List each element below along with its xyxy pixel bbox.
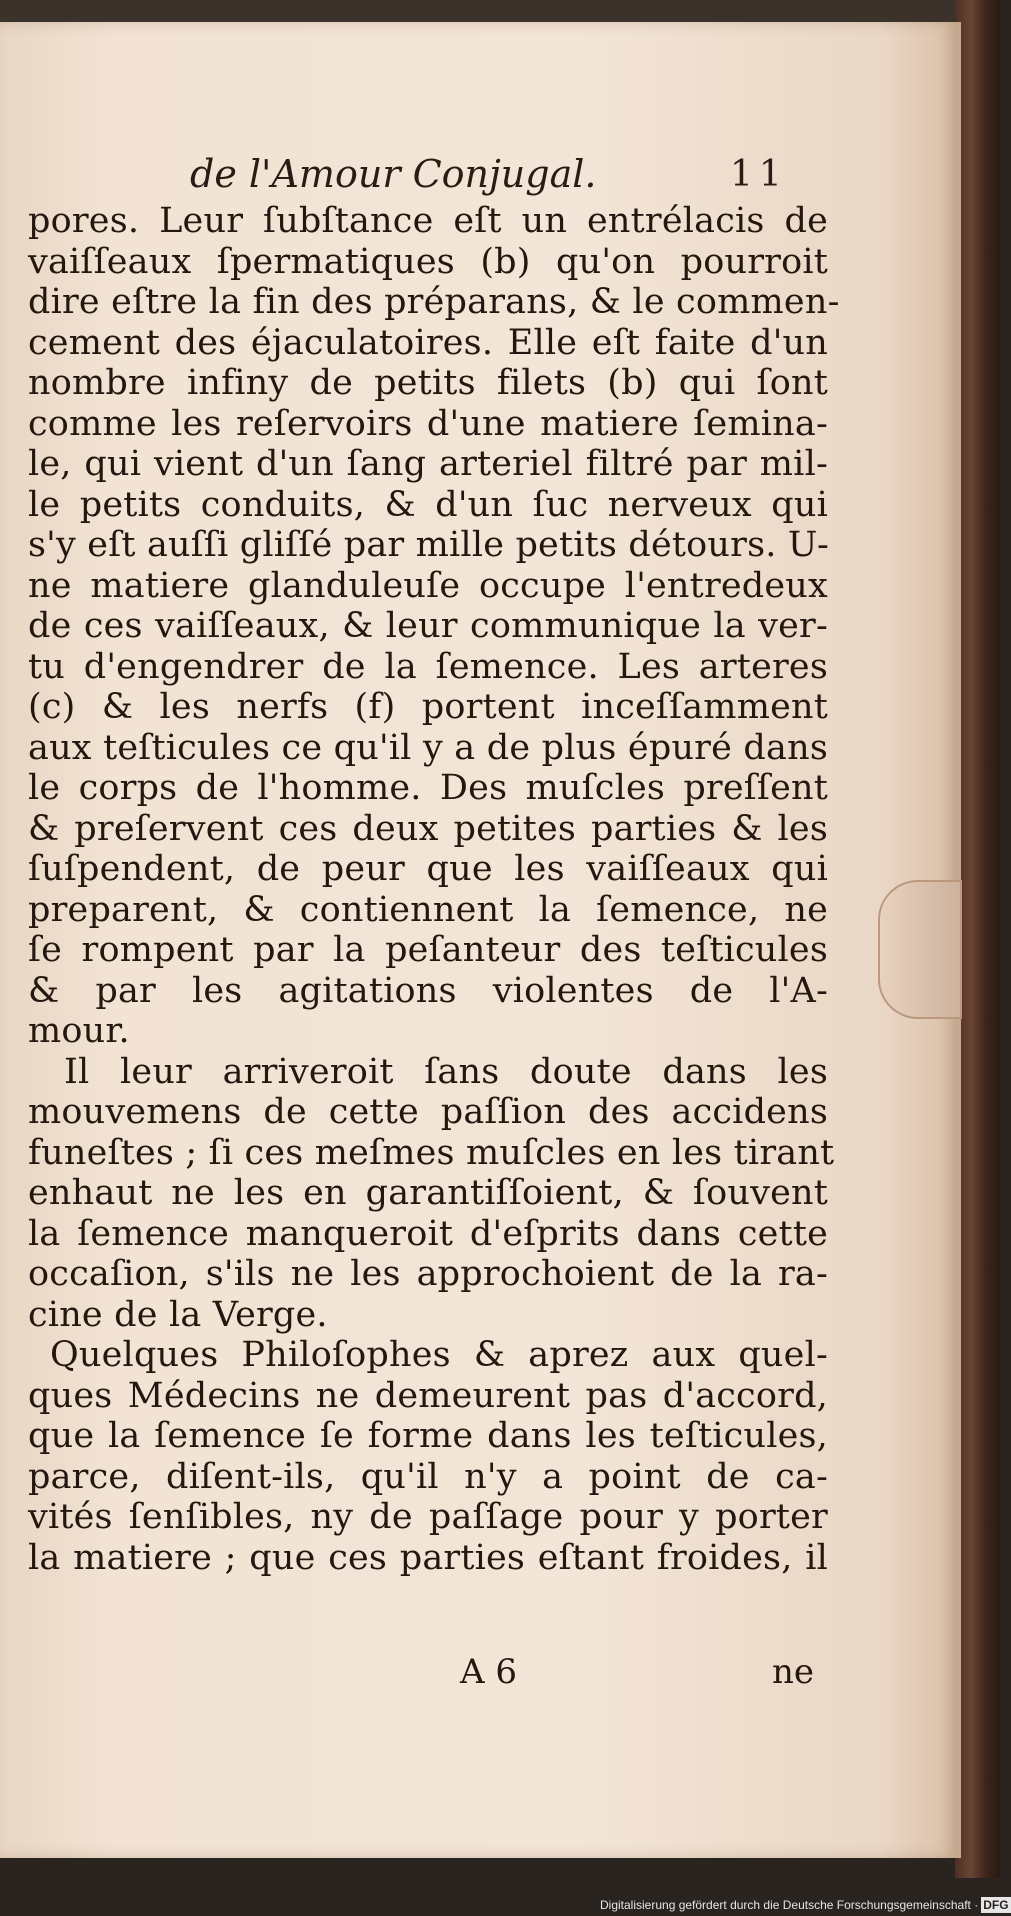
text-line: ſuſpendent, de peur que les vaiſſeaux qui — [28, 849, 828, 889]
page-footer — [460, 1652, 820, 1694]
text-line: ques Médecins ne demeurent pas d'accord, — [28, 1376, 828, 1416]
dfg-logo: DFG — [983, 1898, 1009, 1912]
text-line: ne matiere glanduleuſe occupe l'entredeux — [28, 566, 828, 606]
text-line: pores. Leur ſubſtance eſt un entrélacis de — [28, 201, 828, 241]
signature-mark: A 6 — [460, 1652, 517, 1692]
text-line: cine de la Verge. — [28, 1295, 328, 1335]
page-number: 11 — [730, 154, 788, 195]
text-line: comme les reſervoirs d'une matiere ſemina- — [28, 404, 828, 444]
text-line: le petits conduits, & d'un ſuc nerveux qui — [28, 485, 828, 525]
catchword: ne — [772, 1652, 815, 1692]
credit-text: Digitalisierung gefördert durch die Deutsche Forschungsgemeinschaft · — [600, 1898, 979, 1912]
text-line: s'y eſt auſſi gliſſé par mille petits détours. U- — [28, 525, 830, 565]
text-line: le, qui vient d'un ſang arteriel filtré par mil- — [28, 444, 828, 484]
text-line: que la ſemence ſe forme dans les teſticules, — [28, 1416, 828, 1456]
text-line: aux teſticules ce qu'il y a de plus épuré dans — [28, 728, 828, 768]
text-line: Quelques Philoſophes & aprez aux quel- — [50, 1335, 828, 1375]
text-line: mour. — [28, 1011, 130, 1051]
page-clip — [878, 880, 962, 1019]
text-line: preparent, & contiennent la ſemence, ne — [28, 890, 828, 930]
page-header — [190, 152, 830, 202]
text-line: dire eſtre la fin des préparans, & le commen- — [28, 282, 840, 322]
text-line: (c) & les nerfs (f) portent inceſſamment — [28, 687, 828, 727]
text-line: & par les agitations violentes de l'A- — [28, 971, 828, 1011]
text-line: la ſemence manqueroit d'eſprits dans cette — [28, 1214, 828, 1254]
text-line: la matiere ; que ces parties eſtant froides, il — [28, 1538, 828, 1578]
text-line: tu d'engendrer de la ſemence. Les arteres — [28, 647, 828, 687]
text-line: & preſervent ces deux petites parties & les — [28, 809, 828, 849]
text-line: Il leur arriveroit ſans doute dans les — [64, 1052, 828, 1092]
text-line: nombre infiny de petits filets (b) qui ſont — [28, 363, 828, 403]
text-line: occaſion, s'ils ne les approchoient de la ra- — [28, 1254, 828, 1294]
scan-top-edge — [0, 0, 1000, 22]
text-line: enhaut ne les en garantiſſoient, & ſouvent — [28, 1173, 828, 1213]
text-line: mouvemens de cette paſſion des accidens — [28, 1092, 828, 1132]
text-line: de ces vaiſſeaux, & leur communique la ver- — [28, 606, 828, 646]
running-title: de l'Amour Conjugal. — [190, 152, 597, 196]
text-line: le corps de l'homme. Des muſcles preſſent — [28, 768, 828, 808]
text-line: vités ſenſibles, ny de paſſage pour y porter — [28, 1497, 828, 1537]
book-page — [0, 22, 961, 1858]
text-line: parce, diſent-ils, qu'il n'y a point de ca- — [28, 1457, 828, 1497]
text-line: vaiſſeaux ſpermatiques (b) qu'on pourroit — [28, 242, 828, 282]
text-line: cement des éjaculatoires. Elle eſt faite d'un — [28, 323, 828, 363]
digitization-credit — [600, 1897, 1009, 1913]
text-line: funeſtes ; ſi ces meſmes muſcles en les tirant — [28, 1133, 835, 1173]
text-line: ſe rompent par la peſanteur des teſticules — [28, 930, 828, 970]
